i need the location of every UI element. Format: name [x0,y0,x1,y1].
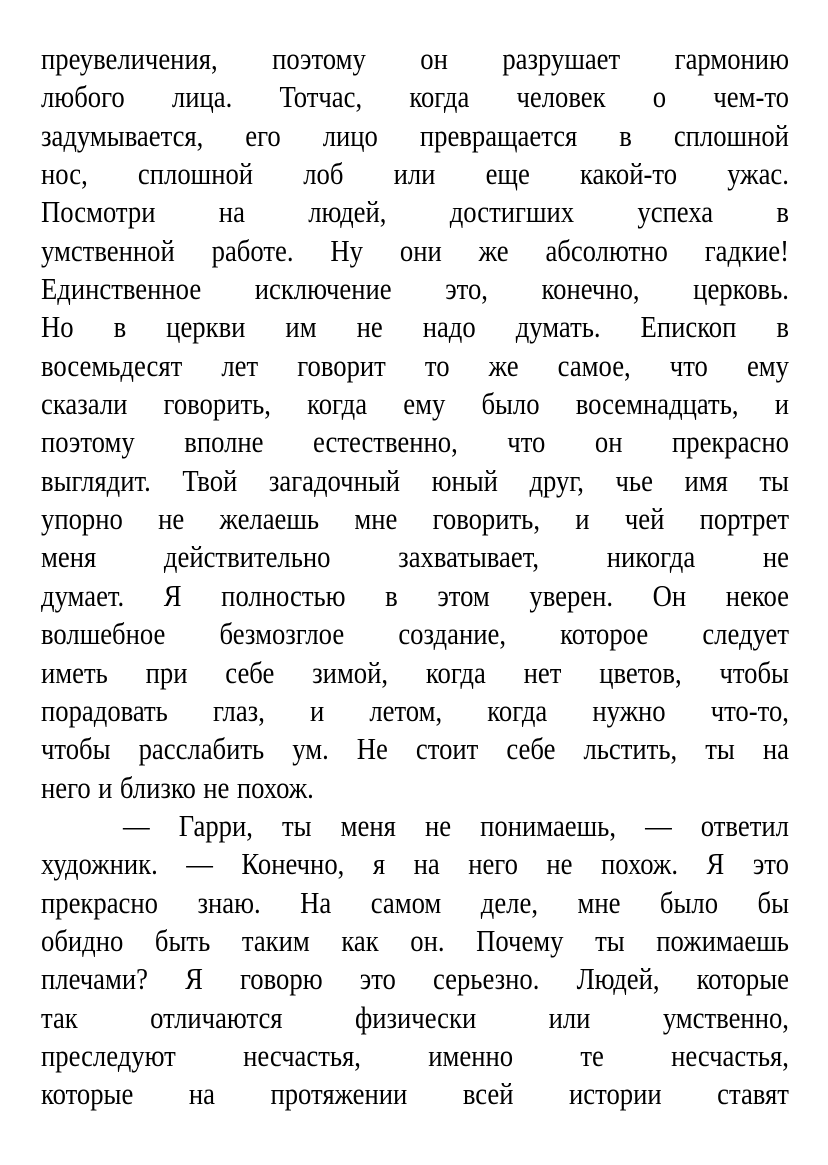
word: когда [487,692,548,728]
text-line-content [41,232,789,270]
word: — [122,807,150,843]
text-line [41,654,789,692]
word: гадкие! [704,232,789,268]
word: это [752,846,789,882]
text-line-content [41,960,789,998]
text-line [41,308,789,346]
word: серьезно. [432,961,540,997]
word: о [652,79,667,115]
word: не [546,846,573,882]
word: Я [163,577,182,613]
word: протяжении [270,1076,408,1112]
text-line-content [41,78,789,116]
word: лоб [303,156,344,192]
word: так [41,999,78,1035]
text-line-content [41,462,789,500]
text-line [41,730,789,768]
word: ты [759,462,789,498]
word: именно [428,1037,514,1073]
word: не [762,539,789,575]
word: церкви [166,309,246,345]
word: самое, [557,347,631,383]
word: Посмотри [41,194,156,230]
word: ставят [717,1076,789,1112]
word: безмозглое [219,616,345,652]
word: мне [577,884,621,920]
word: когда [425,654,486,690]
word: исключение [254,271,392,307]
word: таким [241,922,310,958]
word: что-то, [710,692,789,728]
word: мне [354,501,398,537]
word: и [774,386,789,422]
word: Конечно, [241,846,345,882]
word: физически [354,999,477,1035]
word: бы [757,884,789,920]
text-body [41,40,789,1114]
word: прекрасно [41,884,158,920]
word: когда [409,79,470,115]
text-line-content [41,117,789,155]
word: он [594,424,623,460]
text-line [41,845,789,883]
word: же [488,347,519,383]
word: в [385,577,398,613]
text-line-content [41,845,789,883]
word: самом [370,884,442,920]
text-line-content [41,807,789,845]
word: друг, [529,462,584,498]
word: Ну [330,232,363,268]
word: не [356,309,383,345]
word: думает. [41,577,125,613]
word: Почему [476,922,564,958]
word: загадочный [268,462,401,498]
word: на [218,194,245,230]
text-line-content [41,884,789,922]
word: сказали [41,386,128,422]
word: или [548,999,591,1035]
word: него [468,846,518,882]
word: умственной [41,232,175,268]
word: уверен. [529,577,614,613]
text-line [41,999,789,1037]
word: не [203,769,230,805]
word: не [424,807,452,843]
word: создание, [398,616,506,652]
word: поэтому [272,41,366,76]
word: Гарри, [178,807,253,843]
word: что [507,424,546,460]
word: Епископ [640,309,737,345]
word: цветов, [599,654,682,690]
text-line [41,769,789,807]
word: прекрасно [671,424,789,460]
word: юный [431,462,498,498]
word: деле, [480,884,538,920]
word: на [188,1076,215,1112]
word: порадовать [41,692,168,728]
word: полностью [221,577,346,613]
word: меня [41,539,97,575]
word: гармонию [674,41,789,76]
word: Людей, [576,961,660,997]
word: разрушает [502,41,621,76]
word: было [659,884,719,920]
text-line-content [41,500,789,538]
word: конечно, [541,271,640,307]
word: говорит [297,347,386,383]
word: портрет [699,501,789,537]
word: же [478,232,509,268]
word: не [158,501,185,537]
text-line-content [41,654,789,692]
word: это [359,961,396,997]
word: льстить, [583,731,678,767]
word: в [776,194,789,230]
text-line-content [41,270,789,308]
text-line [41,615,789,653]
word: ты [705,731,735,767]
word: никогда [606,539,696,575]
text-line-content [41,193,789,231]
document-page [41,40,789,1114]
word: в [776,309,789,345]
word: нет [523,654,562,690]
word: некое [725,577,789,613]
word: говорить, [163,386,271,422]
text-line-content [41,423,789,461]
word: Твой [182,462,238,498]
word: те [580,1037,604,1073]
word: преследуют [41,1037,176,1073]
word: он. [410,922,445,958]
text-line-content [41,1037,789,1075]
text-line-content [41,1075,789,1113]
word: которое [560,616,649,652]
word: пожимаешь [656,922,789,958]
word: его [245,117,281,153]
word: как [341,922,379,958]
word: то [424,347,450,383]
word: плечами? [41,961,148,997]
word: поэтому [41,424,135,460]
word: когда [307,386,368,422]
word: Я [706,846,725,882]
word: и [309,692,325,728]
text-line [41,40,789,78]
word: несчастья, [243,1037,361,1073]
word: понимаешь, [480,807,616,843]
text-line [41,960,789,998]
text-line-content [41,385,789,423]
word: На [300,884,332,920]
word: в [619,117,632,153]
text-line [41,117,789,155]
word: сплошной [137,156,254,192]
word: чье [615,462,653,498]
text-line [41,155,789,193]
word: иметь [41,654,108,690]
word: абсолютно [545,232,668,268]
text-line-content [41,692,789,730]
word: похож. [601,846,679,882]
word: ему [403,386,446,422]
text-line [41,462,789,500]
word: художник. [41,846,158,882]
word: любого [41,79,125,115]
word: стоит [415,731,479,767]
word: Единственное [41,271,202,307]
word: имя [684,462,728,498]
word: сплошной [673,117,789,153]
text-line-content [41,615,789,653]
text-line [41,193,789,231]
word: он [420,41,448,76]
text-line [41,538,789,576]
word: похож. [236,769,314,805]
word: еще [485,156,530,192]
text-line-content [41,999,789,1037]
word: или [393,156,436,192]
word: и [575,501,590,537]
word: следует [702,616,789,652]
word: глаз, [212,692,265,728]
word: при [145,654,188,690]
text-line-content [41,769,789,807]
word: желаешь [219,501,320,537]
word: это, [445,271,488,307]
word: упорно [41,501,123,537]
word: быть [154,922,211,958]
word: чтобы [719,654,789,690]
word: лет [221,347,259,383]
word: себе [225,654,275,690]
word: близко [119,769,196,805]
word: захватывает, [398,539,540,575]
word: — [645,807,672,843]
word: ты [595,922,625,958]
word: работе. [211,232,294,268]
word: расслабить [138,731,265,767]
word: меня [340,807,396,843]
text-line [41,232,789,270]
word: на [413,846,440,882]
word: ответил [700,807,789,843]
word: нос, [41,156,88,192]
word: думать. [515,309,601,345]
word: было [481,386,540,422]
text-line [41,423,789,461]
word: говорю [240,961,323,997]
text-line-content [41,155,789,193]
word: него [41,769,91,805]
text-line-content [41,577,789,615]
word: в [113,309,127,345]
word: Тотчас, [279,79,363,115]
word: Не [356,731,388,767]
word: задумывается, [41,117,204,153]
word: чем-то [713,79,789,115]
word: ты [281,807,312,843]
word: истории [569,1076,662,1112]
text-line [41,692,789,730]
text-line [41,922,789,960]
text-line [41,1075,789,1113]
word: которые [696,961,789,997]
text-line-content [41,308,789,346]
text-line-content [41,538,789,576]
word: зимой, [312,654,389,690]
word: я [372,846,386,882]
word: достигших [449,194,575,230]
word: естественно, [313,424,458,460]
word: чтобы [41,731,111,767]
word: ужас. [727,156,789,192]
word: преувеличения, [41,41,218,76]
text-line [41,78,789,116]
word: лица. [171,79,233,115]
text-line [41,385,789,423]
word: говорить, [432,501,541,537]
text-line-content [41,347,789,385]
word: летом, [369,692,443,728]
word: Я [185,961,203,997]
word: себе [506,731,556,767]
text-line [41,884,789,922]
word: они [399,232,442,268]
word: несчастья, [671,1037,789,1073]
word: обидно [41,922,124,958]
word: людей, [308,194,387,230]
word: которые [41,1076,134,1112]
word: знаю. [197,884,261,920]
word: всей [462,1076,514,1112]
word: умственно, [662,999,789,1035]
word: церковь. [693,271,789,307]
word: этом [437,577,490,613]
word: ему [746,347,789,383]
word: действительно [163,539,331,575]
word: им [285,309,317,345]
text-line [41,1037,789,1075]
text-line [41,577,789,615]
text-line-content [41,730,789,768]
word: успеха [637,194,714,230]
word: и [98,769,113,805]
word: чей [624,501,665,537]
word: надо [422,309,476,345]
word: Он [652,577,687,613]
text-line-content [41,40,789,78]
text-line [41,807,789,845]
text-line [41,270,789,308]
word: вполне [184,424,264,460]
word: на [762,731,789,767]
text-line [41,500,789,538]
word: человек [516,79,606,115]
word: какой-то [579,156,678,192]
text-line [41,347,789,385]
word: превращается [419,117,578,153]
word: восемьдесят [41,347,183,383]
word: — [186,846,213,882]
word: восемнадцать, [575,386,739,422]
word: отличаются [150,999,283,1035]
word: что [669,347,708,383]
word: нужно [592,692,666,728]
word: ум. [292,731,329,767]
word: Но [41,309,74,345]
word: выглядит. [41,462,151,498]
text-line-content [41,922,789,960]
word: лицо [322,117,378,153]
word: волшебное [41,616,166,652]
